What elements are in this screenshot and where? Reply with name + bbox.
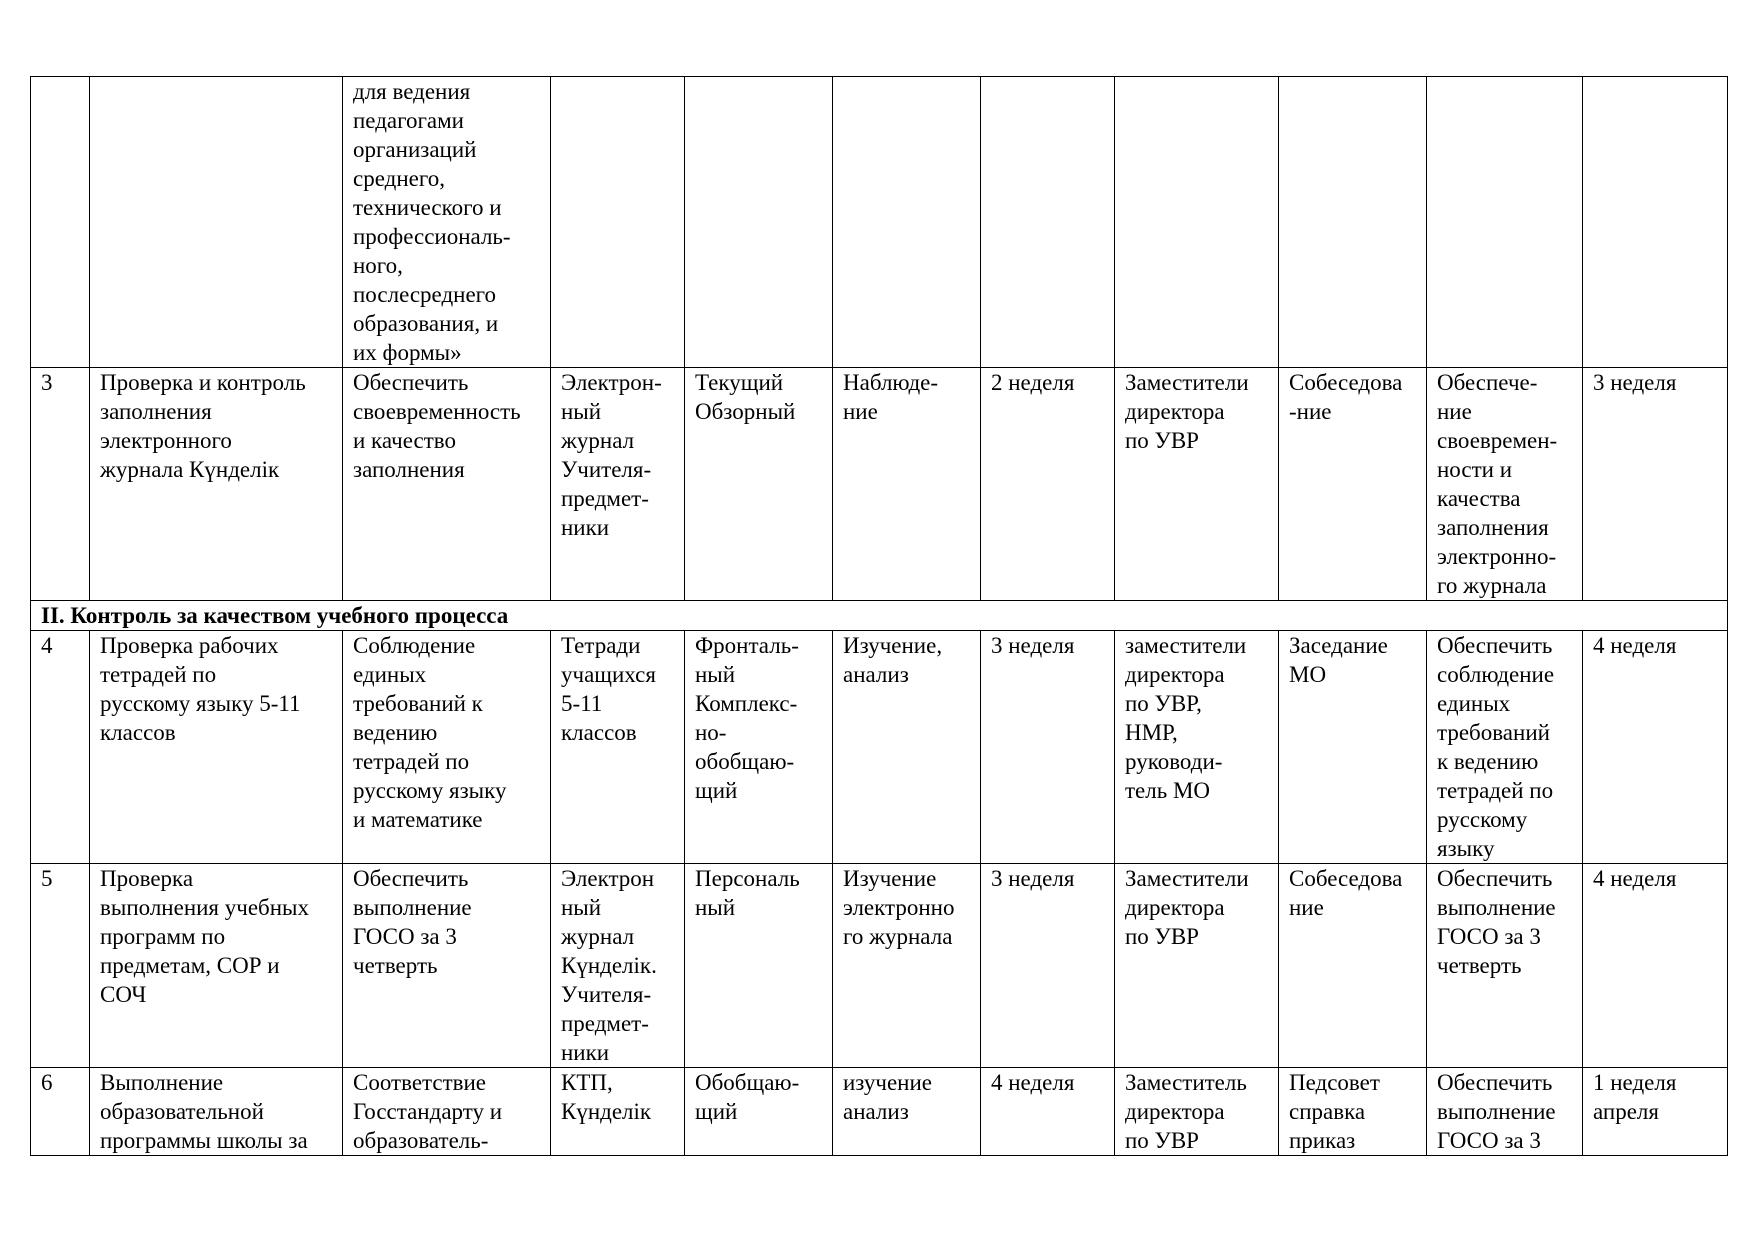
control-topic [90,77,343,368]
responsible: Заместитель директора по УВР [1115,1068,1279,1156]
section-title: II. Контроль за качеством учебного процесса [31,601,1728,631]
control-type: Текущий Обзорный [685,368,833,601]
responsible: заместители директора по УВР, НМР, руководи- тель МО [1115,631,1279,864]
row-number: 4 [31,631,90,864]
table-row [31,631,1728,864]
control-timing: 4 неделя [981,1068,1115,1156]
responsible [1115,77,1279,368]
recheck-timing [1583,77,1728,368]
control-goal: Соблюдение единых требований к ведению тетрадей по русскому языку и математике [343,631,551,864]
table-row [31,1068,1728,1156]
row-number: 5 [31,864,90,1068]
control-method: изучение анализ [833,1068,981,1156]
control-object: Электрон- ный журнал Учителя- предмет- ники [551,368,685,601]
section-header-row [31,601,1728,631]
summary-place: Собеседова ние [1279,864,1427,1068]
recheck-timing: 4 неделя [1583,631,1728,864]
recheck-timing: 4 неделя [1583,864,1728,1068]
control-method: Наблюде- ние [833,368,981,601]
summary-place: Педсовет справка приказ [1279,1068,1427,1156]
management-decision [1427,77,1583,368]
control-goal: Обеспечить своевременность и качество заполнения [343,368,551,601]
control-topic: Выполнение образовательной программы школы за [90,1068,343,1156]
control-type: Фронталь- ный Комплекс- но- обобщаю- щий [685,631,833,864]
summary-place: Собеседова -ние [1279,368,1427,601]
management-decision: Обеспечить соблюдение единых требований к ведению тетрадей по русскому языку [1427,631,1583,864]
responsible: Заместители директора по УВР [1115,368,1279,601]
management-decision: Обеспече- ние своевремен- ности и качества заполнения электронно- го журнала [1427,368,1583,601]
summary-place: Заседание МО [1279,631,1427,864]
control-timing: 3 неделя [981,631,1115,864]
row-number [31,77,90,368]
control-type: Персональ ный [685,864,833,1068]
control-object: Тетради учащихся 5-11 классов [551,631,685,864]
control-plan-table [30,76,1728,1156]
control-goal: для ведения педагогами организаций среднего, технического и профессиональ- ного, послесреднего образования, и их формы» [343,77,551,368]
control-method: Изучение, анализ [833,631,981,864]
control-timing: 3 неделя [981,864,1115,1068]
control-type: Обобщаю- щий [685,1068,833,1156]
table-row [31,368,1728,601]
recheck-timing: 1 неделя апреля [1583,1068,1728,1156]
control-topic: Проверка выполнения учебных программ по предметам, СОР и СОЧ [90,864,343,1068]
control-topic: Проверка рабочих тетрадей по русскому языку 5-11 классов [90,631,343,864]
table-row [31,77,1728,368]
row-number: 3 [31,368,90,601]
control-goal: Обеспечить выполнение ГОСО за 3 четверть [343,864,551,1068]
control-goal: Соответствие Госстандарту и образователь- [343,1068,551,1156]
control-method [833,77,981,368]
control-object: Электрон ный журнал Күнделік. Учителя- предмет- ники [551,864,685,1068]
recheck-timing: 3 неделя [1583,368,1728,601]
row-number: 6 [31,1068,90,1156]
table-row [31,864,1728,1068]
control-timing [981,77,1115,368]
control-object: КТП, Күнделік [551,1068,685,1156]
control-type [685,77,833,368]
control-object [551,77,685,368]
management-decision: Обеспечить выполнение ГОСО за 3 четверть [1427,864,1583,1068]
management-decision: Обеспечить выполнение ГОСО за 3 [1427,1068,1583,1156]
control-method: Изучение электронно го журнала [833,864,981,1068]
control-topic: Проверка и контроль заполнения электронного журнала Күнделік [90,368,343,601]
control-timing: 2 неделя [981,368,1115,601]
summary-place [1279,77,1427,368]
responsible: Заместители директора по УВР [1115,864,1279,1068]
